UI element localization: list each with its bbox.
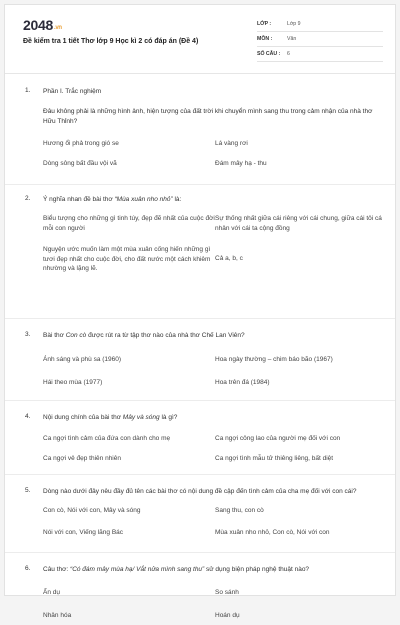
question-5 bbox=[5, 475, 395, 553]
stem-text: là: bbox=[172, 196, 182, 203]
options bbox=[43, 434, 379, 463]
question-number: 3. bbox=[25, 331, 31, 338]
meta-row-subject bbox=[257, 32, 383, 47]
question-3 bbox=[5, 319, 395, 401]
stem-text: Dòng nào dưới đây nêu đầy đủ tên các bài thơ có nội dung đề cập đến tình cảm của cha mẹ đối với con cái? bbox=[43, 488, 357, 495]
option-c[interactable]: Nguyện ước muốn làm một mùa xuân cống hiến những gì tươi đẹp nhất cho cuộc đời, cho đất nước một cách khiêm nhường và lặng lẽ. bbox=[43, 246, 211, 272]
meta-value: 6 bbox=[287, 51, 290, 57]
option-b[interactable]: Sang thu, con cò bbox=[215, 507, 264, 514]
header-divider bbox=[5, 73, 395, 74]
question-4 bbox=[5, 401, 395, 475]
options bbox=[43, 214, 382, 274]
option-a[interactable]: Ca ngợi tình cảm của đứa con dành cho mẹ bbox=[43, 435, 171, 442]
option-d[interactable]: Mùa xuân nho nhỏ, Con cò, Nói với con bbox=[215, 528, 330, 536]
stem-italic: “Mùa xuân nho nhỏ” bbox=[114, 196, 173, 203]
meta-key: SỐ CÂU : bbox=[257, 51, 281, 57]
options bbox=[43, 588, 379, 620]
stem-text: Câu thơ: bbox=[43, 566, 71, 573]
question-stem bbox=[43, 481, 379, 497]
question-stem bbox=[43, 325, 379, 341]
stem-italic: Mây và sóng bbox=[122, 414, 160, 421]
question-2 bbox=[5, 185, 395, 319]
question-stem bbox=[43, 407, 379, 423]
question-number: 4. bbox=[25, 413, 31, 420]
option-a[interactable]: Ẩn dụ bbox=[43, 589, 60, 596]
stem-text: Ý nghĩa nhan đề bài thơ bbox=[43, 196, 115, 203]
option-a[interactable]: Con cò, Nói với con, Mây và sóng bbox=[43, 507, 141, 514]
option-b[interactable]: So sánh bbox=[215, 589, 239, 596]
document-title: Đề kiểm tra 1 tiết Thơ lớp 9 Học kì 2 có đáp án (Đề 4) bbox=[23, 38, 199, 45]
option-c[interactable]: Hái theo mùa (1977) bbox=[43, 378, 103, 386]
logo-suffix: .vn bbox=[53, 25, 62, 31]
stem-text: Nội dung chính của bài thơ bbox=[43, 414, 123, 421]
document-page bbox=[4, 4, 396, 619]
question-1 bbox=[5, 81, 395, 185]
options bbox=[43, 506, 379, 537]
options bbox=[43, 355, 379, 387]
header bbox=[5, 5, 395, 73]
option-b[interactable]: Ca ngợi công lao của người mẹ đối với con bbox=[215, 435, 341, 442]
option-d[interactable]: Cả a, b, c bbox=[215, 255, 243, 262]
question-stem bbox=[43, 189, 379, 205]
option-c[interactable]: Dòng sông bất đầu vội vã bbox=[43, 159, 117, 167]
option-a[interactable]: Biểu tượng cho những gì tinh túy, đẹp đẽ nhất của cuộc đời mỗi con người bbox=[43, 215, 215, 232]
logo-text: 2048 bbox=[23, 17, 53, 33]
option-d[interactable]: Hoa trên đá (1984) bbox=[215, 378, 270, 386]
question-6 bbox=[5, 553, 395, 625]
question-stem bbox=[43, 97, 379, 127]
options bbox=[43, 139, 379, 168]
option-a[interactable]: Hương ổi phả trong gió se bbox=[43, 140, 119, 147]
question-list bbox=[5, 81, 395, 625]
option-d[interactable]: Hoán dụ bbox=[215, 611, 240, 619]
meta-value: Văn bbox=[287, 36, 297, 42]
question-number: 6. bbox=[25, 565, 31, 572]
question-number: 5. bbox=[25, 487, 31, 494]
question-stem bbox=[43, 559, 379, 575]
site-logo[interactable] bbox=[23, 17, 62, 33]
meta-row-class bbox=[257, 17, 383, 32]
meta-key: LỚP : bbox=[257, 21, 272, 27]
stem-text: Đâu không phải là những hình ảnh, hiện tượng của đất trời khi chuyển mình sang thu trong cảm nhận của nhà thơ Hữu Thỉnh? bbox=[43, 108, 373, 125]
option-b[interactable]: Sự thống nhất giữa cái riêng với cái chung, giữa cái tôi cá nhân với cái ta cộng đồng bbox=[215, 215, 382, 232]
option-d[interactable]: Đám mây hạ - thu bbox=[215, 159, 267, 167]
option-c[interactable]: Nhân hóa bbox=[43, 611, 72, 619]
question-number: 2. bbox=[25, 195, 31, 202]
stem-italic: Con cò bbox=[65, 332, 87, 339]
option-b[interactable]: Hoa ngày thường – chim báo bão (1967) bbox=[215, 356, 333, 363]
meta-table bbox=[257, 17, 383, 62]
meta-value: Lớp 9 bbox=[287, 21, 301, 27]
option-d[interactable]: Ca ngợi tình mẫu tử thiêng liêng, bất diệt bbox=[215, 454, 334, 462]
meta-key: MÔN : bbox=[257, 36, 273, 42]
meta-row-count bbox=[257, 47, 383, 62]
option-b[interactable]: Lá vàng rơi bbox=[215, 140, 248, 147]
question-number: 1. bbox=[25, 87, 31, 94]
option-c[interactable]: Nói với con, Viếng lăng Bác bbox=[43, 528, 124, 536]
stem-text: sử dụng biện pháp nghệ thuật nào? bbox=[204, 566, 310, 573]
stem-text: là gì? bbox=[159, 414, 178, 421]
stem-italic: “Có đám mây mùa hạ/ Vắt nửa mình sang thu” bbox=[70, 566, 205, 573]
section-label: Phần I. Trắc nghiệm bbox=[43, 88, 102, 95]
stem-text: Bài thơ bbox=[43, 332, 66, 339]
option-c[interactable]: Ca ngợi vẻ đẹp thiên nhiên bbox=[43, 454, 121, 462]
stem-text: được rút ra từ tập thơ nào của nhà thơ Chế Lan Viên? bbox=[86, 332, 245, 339]
option-a[interactable]: Ánh sáng và phù sa (1960) bbox=[43, 356, 122, 363]
